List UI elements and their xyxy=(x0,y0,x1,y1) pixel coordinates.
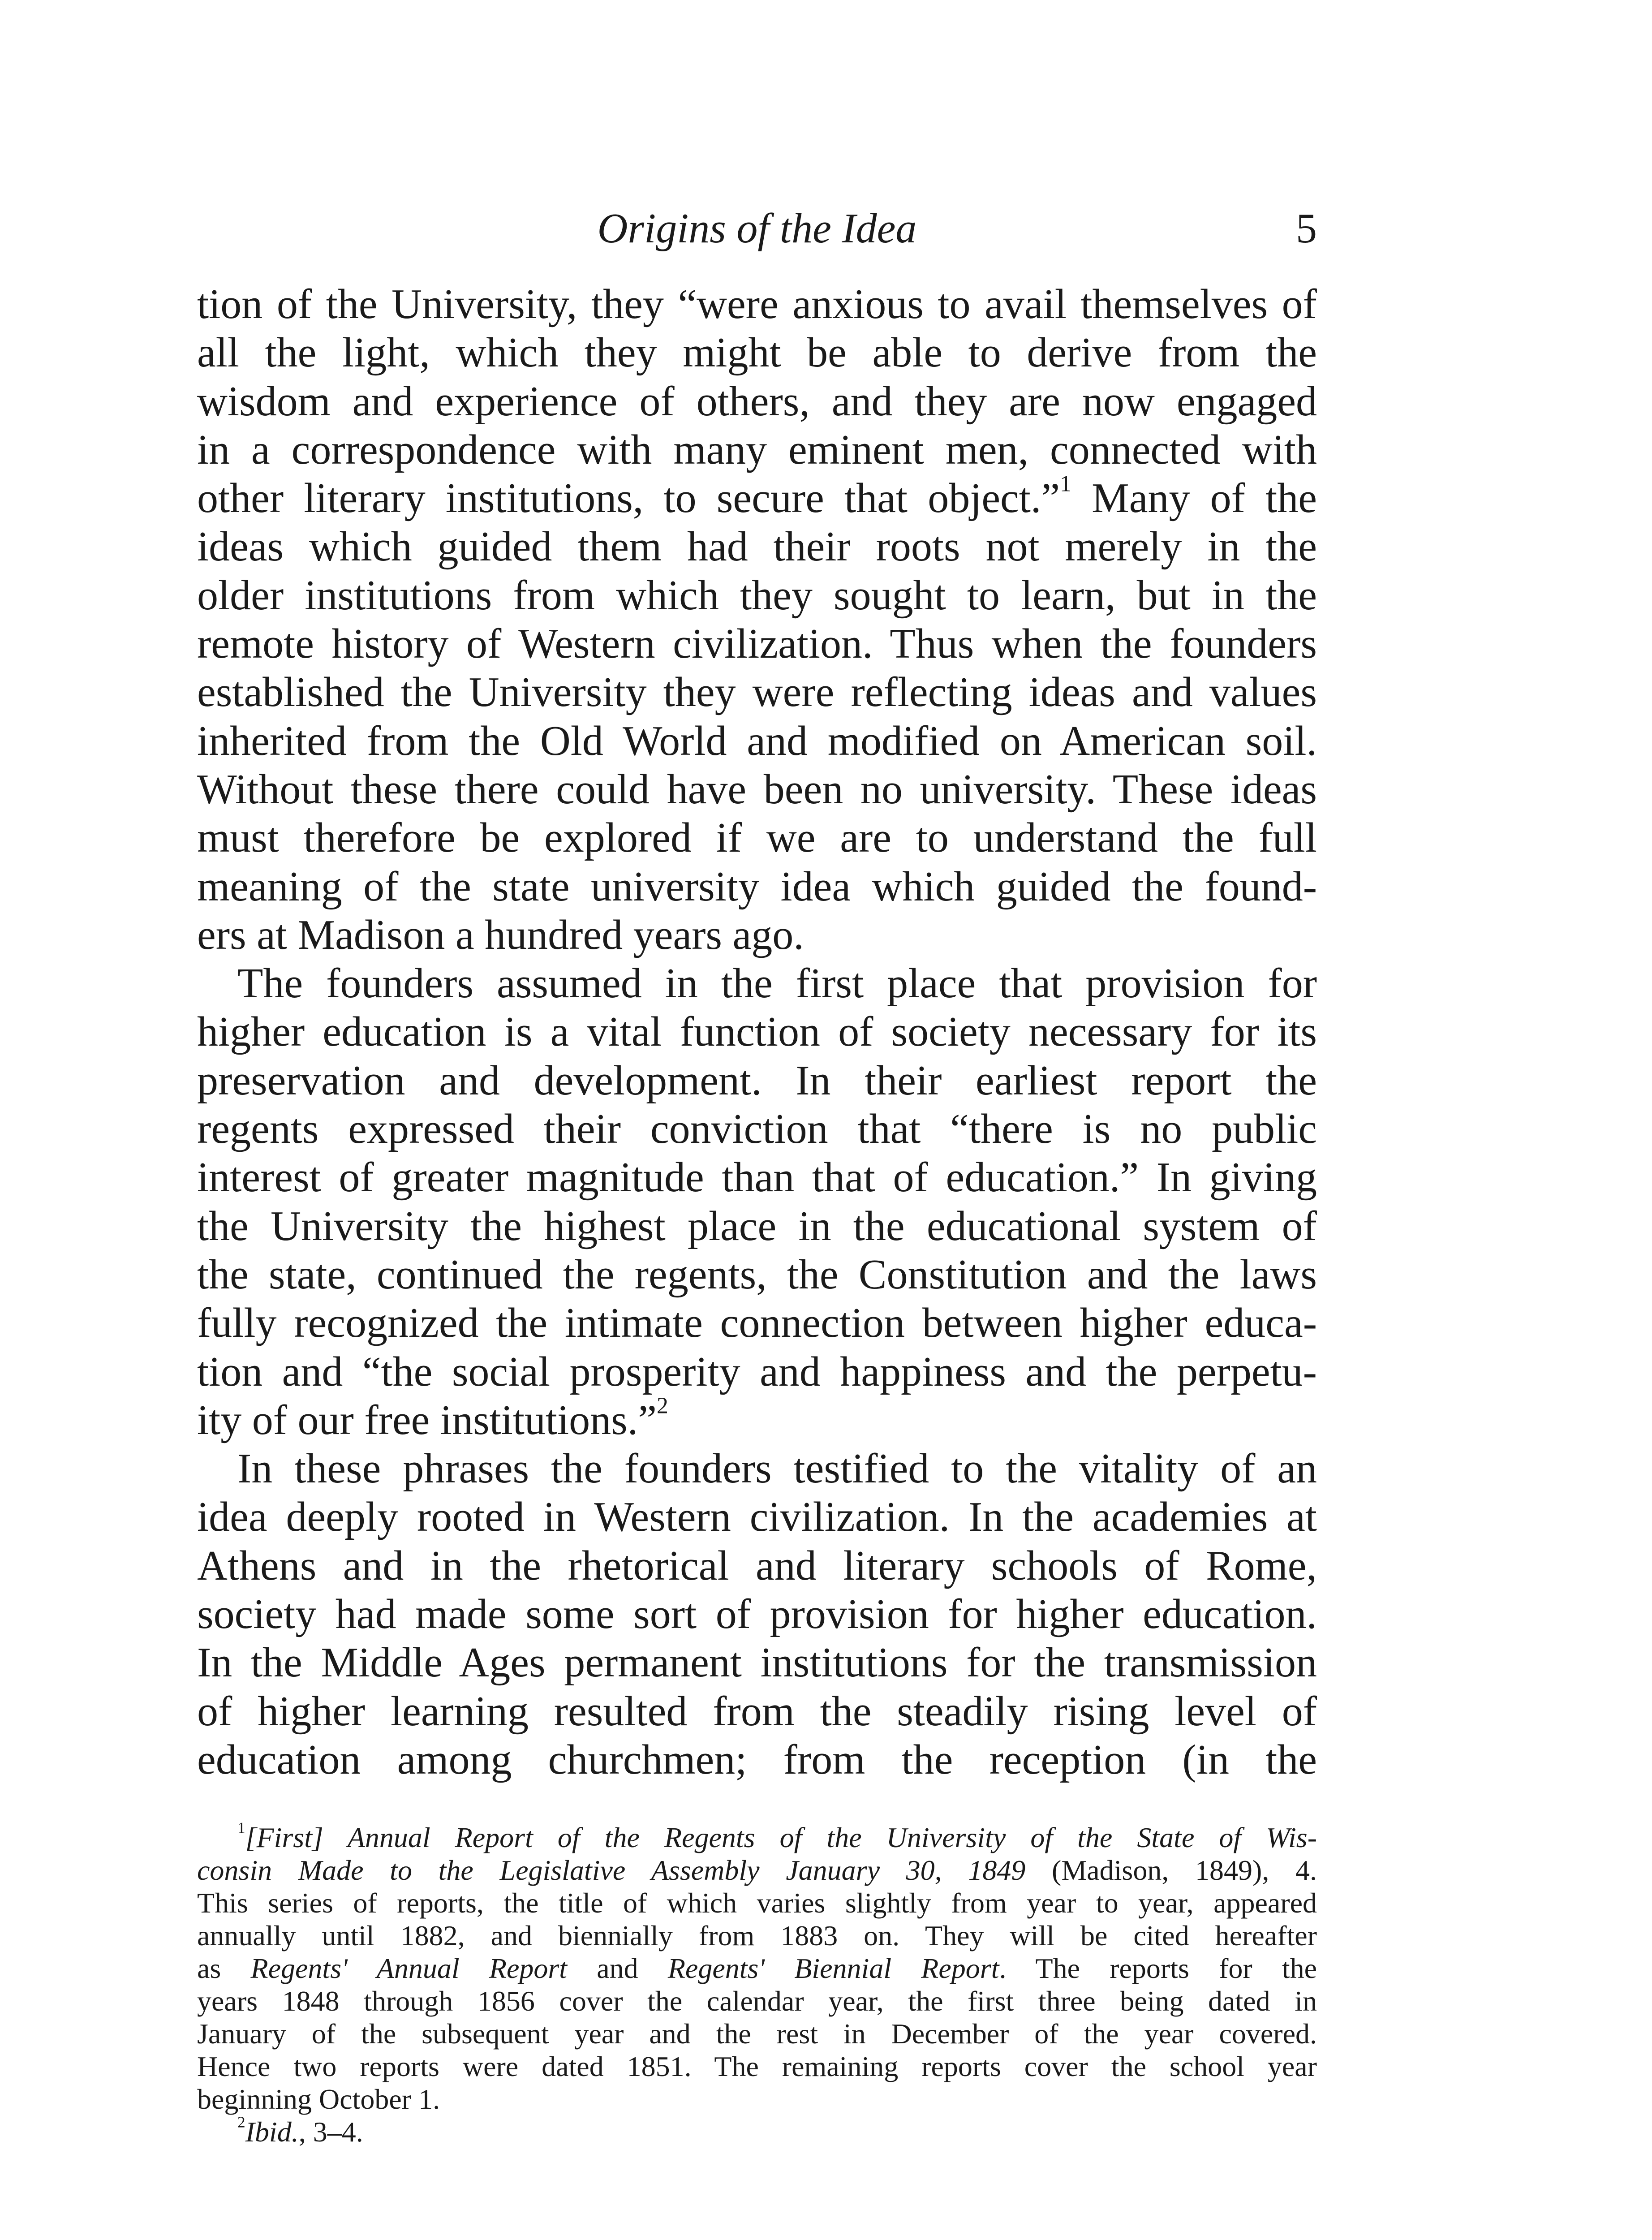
text-line: The founders assumed in the first place that provision for xyxy=(237,960,1317,1007)
text-line: ideas which guided them had their roots not merely in the xyxy=(197,523,1317,570)
footnote-line xyxy=(197,1854,1317,1887)
text-line: wisdom and experience of others, and they are now engaged xyxy=(197,378,1317,425)
text-line: tion of the University, they “were anxious to avail themselves of xyxy=(197,281,1317,327)
text-line: tion and “the social prosperity and happiness and the perpetu- xyxy=(197,1348,1317,1395)
running-head: Origins of the Idea xyxy=(597,205,917,252)
text-line: older institutions from which they sought to learn, but in the xyxy=(197,572,1317,619)
footnote-2 xyxy=(197,2115,1317,2148)
text-line: the state, continued the regents, the Constitution and the laws xyxy=(197,1251,1317,1298)
text-line: inherited from the Old World and modified on American soil. xyxy=(197,717,1317,764)
text-line: meaning of the state university idea which guided the found- xyxy=(197,863,1317,910)
text-line: preservation and development. In their earliest report the xyxy=(197,1057,1317,1104)
footnote-line: years 1848 through 1856 cover the calendar year, the first three being dated in xyxy=(197,1985,1317,2017)
text-line: regents expressed their conviction that “there is no public xyxy=(197,1106,1317,1153)
text-line: higher education is a vital function of society necessary for its xyxy=(197,1008,1317,1055)
text-fragment: (Madison, 1849), 4. xyxy=(1025,1854,1317,1886)
text-fragment: Regents' Annual Report xyxy=(250,1952,568,1984)
footnote-line xyxy=(197,1952,1317,1985)
footnote-marker: 2 xyxy=(237,2113,245,2131)
footnotes xyxy=(197,1821,1317,2148)
text-fragment: and xyxy=(567,1952,668,1984)
footnote-line: This series of reports, the title of which varies slightly from year to year, appeared xyxy=(197,1887,1317,1919)
text-line: must therefore be explored if we are to understand the full xyxy=(197,814,1317,862)
paragraph-1 xyxy=(197,280,1317,959)
text-line xyxy=(197,471,1317,522)
text-line: In these phrases the founders testified to the vitality of an xyxy=(237,1445,1317,1492)
text-line: established the University they were reflecting ideas and values xyxy=(197,669,1317,716)
text-line: Athens and in the rhetorical and literary schools of Rome, xyxy=(197,1542,1317,1589)
text-fragment: ity of our free institutions.” xyxy=(197,1396,657,1443)
footnote-line: annually until 1882, and biennially from 1883 on. They will be cited hereafter xyxy=(197,1920,1317,1951)
footnote-marker: 1 xyxy=(237,1819,245,1837)
text-fragment: Regents' Biennial Report xyxy=(667,1952,999,1984)
text-line: ers at Madison a hundred years ago. xyxy=(197,911,804,958)
text-line: Without these there could have been no university. These ideas xyxy=(197,766,1317,813)
page-number: 5 xyxy=(1296,205,1317,252)
text-line: fully recognized the intimate connection between higher educa- xyxy=(197,1300,1317,1347)
text-line: in a correspondence with many eminent men, connected with xyxy=(197,426,1317,473)
paragraph-3 xyxy=(197,1444,1317,1784)
text-fragment: , 3–4. xyxy=(298,2116,363,2148)
text-fragment: as xyxy=(197,1952,251,1984)
text-line: remote history of Western civilization. Thus when the founders xyxy=(197,620,1317,668)
footnote-line: Hence two reports were dated 1851. The remaining reports cover the school year xyxy=(197,2050,1317,2082)
text-line: In the Middle Ages permanent institutions for the transmission xyxy=(197,1639,1317,1686)
footnote-line xyxy=(197,1821,1317,1854)
text-line: interest of greater magnitude than that of education.” In giving xyxy=(197,1154,1317,1201)
text-line: of higher learning resulted from the steadily rising level of xyxy=(197,1688,1317,1735)
text-fragment: consin Made to the Legislative Assembly January 30, 1849 xyxy=(197,1854,1026,1886)
footnote-ref-2[interactable]: 2 xyxy=(656,1393,668,1419)
footnote-line xyxy=(197,2115,1317,2148)
footnote-line: beginning October 1. xyxy=(197,2083,440,2115)
text-line: idea deeply rooted in Western civilization. In the academies at xyxy=(197,1494,1317,1541)
paragraph-2 xyxy=(197,959,1317,1444)
footnote-ref-1[interactable]: 1 xyxy=(1060,471,1071,497)
text-fragment: other literary institutions, to secure that object.” xyxy=(197,475,1060,522)
footnote-1 xyxy=(197,1821,1317,2115)
text-line: education among churchmen; from the reception (in the xyxy=(197,1736,1317,1783)
body-text xyxy=(197,280,1317,1784)
text-line: the University the highest place in the educational system of xyxy=(197,1202,1317,1249)
text-fragment: Many of the xyxy=(1071,475,1317,522)
page-header xyxy=(197,193,1317,264)
text-fragment: Ibid. xyxy=(245,2116,299,2148)
text-line: society had made some sort of provision for higher education. xyxy=(197,1591,1317,1638)
text-line: all the light, which they might be able to derive from the xyxy=(197,329,1317,376)
text-line xyxy=(197,1393,1317,1444)
footnote-line: January of the subsequent year and the rest in December of the year covered. xyxy=(197,2018,1317,2050)
text-fragment: . The reports for the xyxy=(999,1952,1317,1984)
text-fragment: [First] Annual Report of the Regents of the University of the State of Wis- xyxy=(245,1822,1317,1853)
